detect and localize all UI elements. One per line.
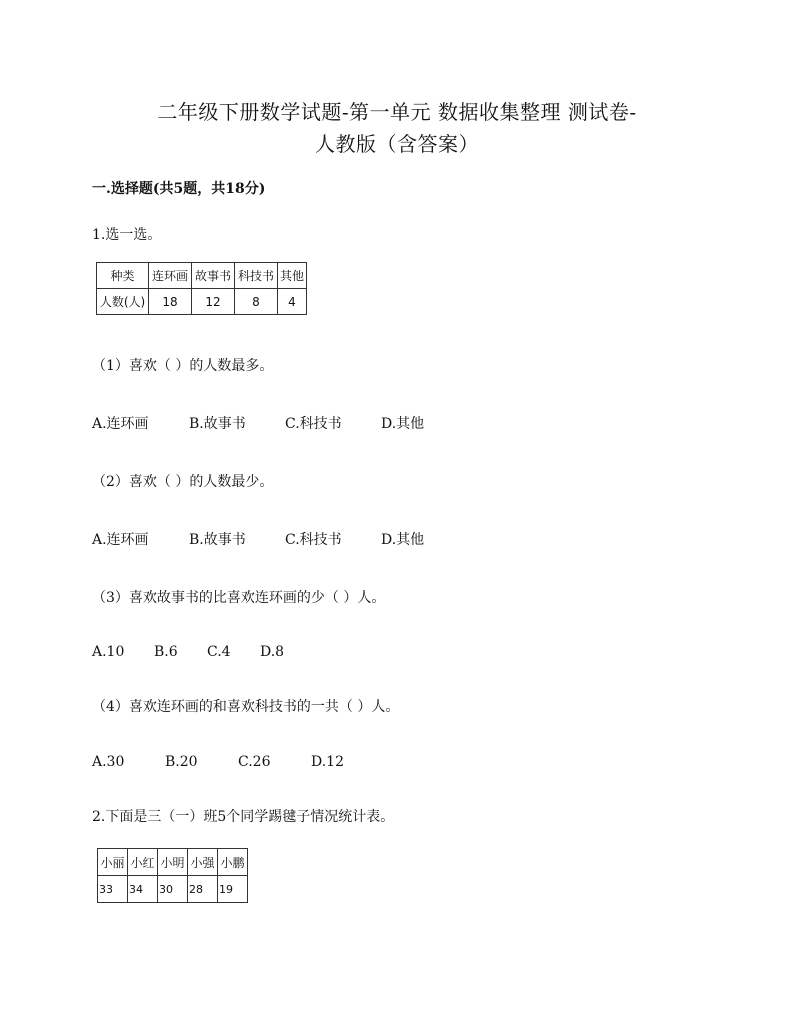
section-heading: 一.选择题(共5题，共18分)	[92, 181, 266, 197]
table-cell: 小明	[158, 849, 188, 876]
option-c: C.26	[238, 754, 271, 770]
table-cell: 故事书	[192, 263, 235, 289]
table-cell: 4	[278, 289, 307, 315]
shuttlecock-kick-table	[97, 848, 248, 903]
option-c: C.科技书	[285, 416, 342, 432]
table-cell: 34	[128, 876, 158, 903]
table-cell: 种类	[97, 263, 149, 289]
table-cell: 其他	[278, 263, 307, 289]
table-cell: 8	[235, 289, 278, 315]
table-cell: 19	[218, 876, 248, 903]
option-b: B.20	[165, 754, 198, 770]
document-title-line1: 二年级下册数学试题-第一单元 数据收集整理 测试卷-	[157, 100, 637, 124]
table-header-row	[98, 849, 248, 876]
sub-question-4: （4）喜欢连环画的和喜欢科技书的一共（ ）人。	[92, 699, 400, 715]
option-a: A.连环画	[92, 532, 149, 548]
sub-question-1-options	[92, 413, 424, 433]
table-cell: 30	[158, 876, 188, 903]
table-cell: 小鹏	[218, 849, 248, 876]
sub-question-3: （3）喜欢故事书的比喜欢连环画的少（ ）人。	[92, 590, 386, 606]
reading-survey-table	[96, 262, 307, 315]
question-1-stem: 1.选一选。	[92, 227, 162, 243]
table-cell: 12	[192, 289, 235, 315]
table-cell: 18	[149, 289, 192, 315]
option-b: B.6	[154, 644, 178, 660]
option-a: A.10	[92, 644, 125, 660]
option-d: D.其他	[381, 532, 425, 548]
option-d: D.8	[260, 644, 285, 660]
table-cell: 科技书	[235, 263, 278, 289]
table-cell: 连环画	[149, 263, 192, 289]
option-c: C.4	[207, 644, 231, 660]
table-cell: 小强	[188, 849, 218, 876]
table-cell: 小红	[128, 849, 158, 876]
table-row	[97, 289, 307, 315]
sub-question-3-options	[92, 644, 284, 660]
sub-question-2-options	[92, 529, 424, 549]
sub-question-2: （2）喜欢（ ）的人数最少。	[92, 474, 274, 490]
table-row	[98, 876, 248, 903]
option-a: A.30	[92, 754, 125, 770]
table-cell: 人数(人)	[97, 289, 149, 315]
option-d: D.其他	[381, 416, 425, 432]
table-cell: 小丽	[98, 849, 128, 876]
option-d: D.12	[311, 754, 344, 770]
document-title-line2: 人教版（含答案）	[315, 132, 479, 156]
question-2-stem: 2.下面是三（一）班5个同学踢毽子情况统计表。	[92, 809, 395, 825]
option-a: A.连环画	[92, 416, 149, 432]
sub-question-1: （1）喜欢（ ）的人数最多。	[92, 358, 274, 374]
table-header-row	[97, 263, 307, 289]
sub-question-4-options	[92, 754, 344, 770]
table-cell: 28	[188, 876, 218, 903]
option-b: B.故事书	[189, 416, 246, 432]
option-c: C.科技书	[285, 532, 342, 548]
table-cell: 33	[98, 876, 128, 903]
option-b: B.故事书	[189, 532, 246, 548]
